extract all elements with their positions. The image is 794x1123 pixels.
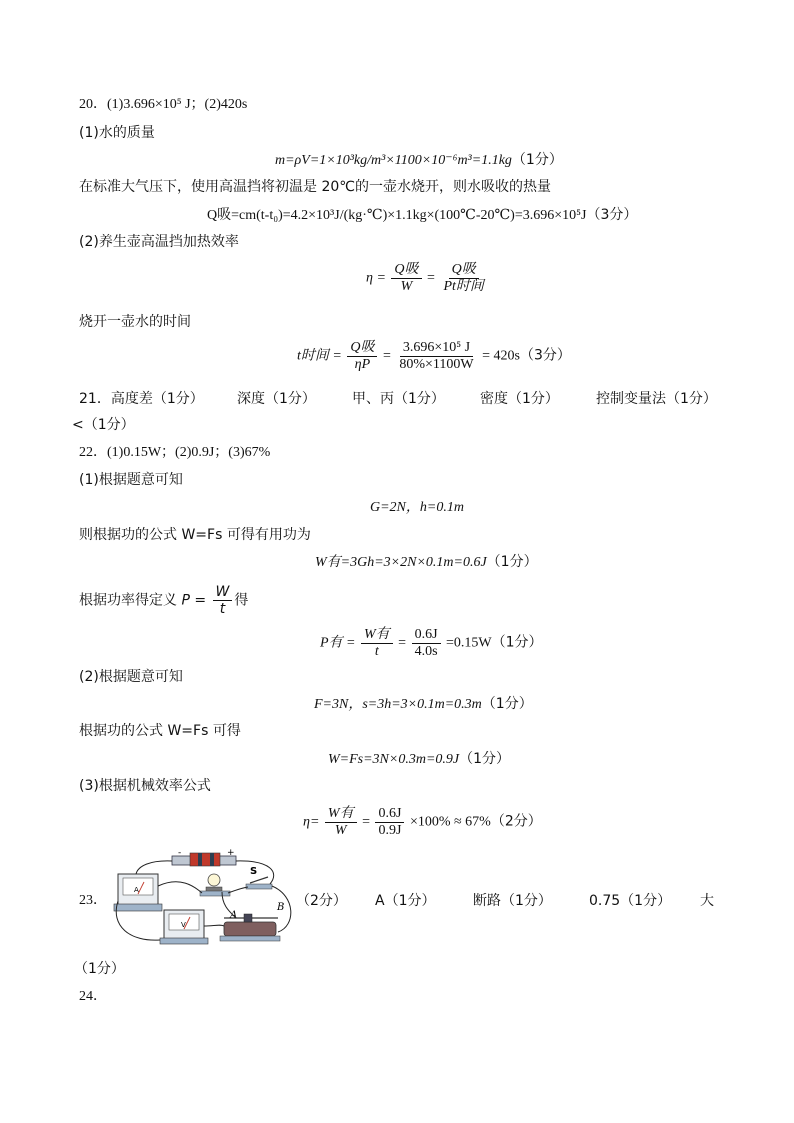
eff-fraction-2: $\frac{0.6J}{0.9J}$ <box>375 806 404 839</box>
eff-lhs: η= <box>303 814 320 830</box>
q22-total-work <box>328 750 510 769</box>
power-score: （1分） <box>491 634 543 651</box>
t-lhs: t时间 = <box>297 348 342 364</box>
power-intro: 根据功率得定义 <box>79 592 177 609</box>
q21-wrap: <（1分） <box>72 417 135 433</box>
rheostat-icon <box>220 914 280 941</box>
eta-fraction-2: $\frac{\text{Q吸}}{\text{Pt时间}}$ <box>443 262 484 294</box>
q22-work-intro-2: 根据功的公式 W=Fs 可得 <box>79 723 241 739</box>
q20-time-intro: 烧开一壶水的时间 <box>79 314 191 330</box>
q24-number: 24． <box>79 989 107 1004</box>
q20-part2-label: (2)养生壶高温挡加热效率 <box>79 234 239 250</box>
q23-answer-4: 0.75（1分） <box>589 893 672 909</box>
heat-formula-text: Q吸=cm(t-t₀)=4.2×10³J/(kg·℃)×1.1kg×(100℃-20℃)=3.696×10⁵J <box>207 208 587 223</box>
rheostat-a-label: A <box>230 910 238 921</box>
t-equals: = <box>382 348 391 364</box>
eff-equals: = <box>362 814 370 830</box>
power-def-lhs: P = <box>181 592 207 609</box>
lamp-icon <box>200 874 230 896</box>
t-fraction-2: $\frac{\text{3.696×10⁵ J}}{80\%\times 1100W}$ <box>399 340 474 372</box>
power-def-fraction: $\frac{W}{t}$ <box>213 584 233 617</box>
q22-work-intro: 则根据功的公式 W=Fs 可得有用功为 <box>79 527 311 543</box>
total-work-score: （1分） <box>459 751 511 767</box>
ammeter-label: A <box>134 886 139 894</box>
eta-fraction-1: $\frac{\text{Q吸}}{W}$ <box>391 262 421 295</box>
q22-power-definition <box>79 584 248 617</box>
switch-label: S <box>250 866 258 877</box>
eta-equals: = <box>427 270 435 286</box>
battery-plus-label: + <box>227 848 235 858</box>
power-fraction-1: $\frac{\text{W有}}{t}$ <box>361 627 393 660</box>
q23-answer-2: A（1分） <box>375 893 436 909</box>
q20-efficiency-equation <box>366 262 489 295</box>
q22-given-1: G=2N，h=0.1m <box>370 500 464 515</box>
power-def-tail: 得 <box>234 592 249 609</box>
q20-time-equation <box>297 340 571 373</box>
q22-header: 22．(1)0.15W；(2)0.9J；(3)67% <box>79 445 271 460</box>
q22-useful-work <box>315 553 538 572</box>
t-score: （3分） <box>519 347 571 364</box>
switch-icon <box>246 877 272 889</box>
voltmeter-label: V <box>181 921 186 929</box>
useful-work-text: W有=3Gh=3×2N×0.1m=0.6J <box>315 555 487 570</box>
q20-heat-formula <box>207 206 637 225</box>
battery-minus-label: - <box>178 848 182 858</box>
q20-mass-formula <box>275 151 563 170</box>
given-2-text: F=3N，s=3h=3×0.1m=0.3m <box>314 697 482 712</box>
q21-item-4: 密度（1分） <box>480 391 559 407</box>
q21-item-1: 21．高度差（1分） <box>79 391 204 407</box>
given-2-score: （1分） <box>481 696 533 712</box>
q22-power-equation <box>320 627 543 660</box>
rheostat-b-label: B <box>277 902 285 913</box>
eta-lhs: η = <box>366 270 386 286</box>
q21-item-5: 控制变量法（1分） <box>596 391 717 407</box>
eff-fraction-1: $\frac{\text{W有}}{W}$ <box>325 806 357 839</box>
t-result: = 420s <box>482 348 520 364</box>
q20-part1-label: (1)水的质量 <box>79 125 155 141</box>
q23-number: 23． <box>79 893 107 908</box>
mass-formula-text: m=ρV=1×10³kg/m³×1100×10⁻⁶m³=1.1kg <box>275 153 512 168</box>
q22-part3-label: (3)根据机械效率公式 <box>79 778 211 794</box>
total-work-text: W=Fs=3N×0.3m=0.9J <box>328 752 460 767</box>
q23-answer-5: 大 <box>700 893 714 909</box>
eff-score: （2分） <box>490 813 542 830</box>
useful-work-score: （1分） <box>486 554 538 570</box>
q23-wrap: （1分） <box>74 961 125 977</box>
t-fraction-1: $\frac{\text{Q吸}}{\eta P}$ <box>347 340 377 373</box>
power-fraction-2: $\frac{0.6J}{4.0s}$ <box>412 627 441 660</box>
power-result: =0.15W <box>446 635 492 651</box>
q22-given-2 <box>314 695 533 714</box>
q23-answer-1: （2分） <box>296 893 347 909</box>
q20-heat-intro: 在标准大气压下，使用高温挡将初温是 20℃的一壶水烧开，则水吸收的热量 <box>79 179 551 195</box>
circuit-diagram <box>110 846 296 950</box>
power-equals: = <box>398 635 407 651</box>
q23-answer-3: 断路（1分） <box>473 893 552 909</box>
q22-part1-label: (1)根据题意可知 <box>79 472 183 488</box>
power-lhs: P有 = <box>320 635 356 651</box>
heat-score: （3分） <box>586 207 638 223</box>
mass-score: （1分） <box>511 152 563 168</box>
q22-part2-label: (2)根据题意可知 <box>79 669 183 685</box>
eff-result: ×100% ≈ 67% <box>409 814 491 830</box>
q22-efficiency-equation <box>303 806 542 839</box>
q21-item-2: 深度（1分） <box>237 391 316 407</box>
q21-item-3: 甲、丙（1分） <box>352 391 445 407</box>
q20-header: 20．(1)3.696×10⁵ J；(2)420s <box>79 97 248 112</box>
